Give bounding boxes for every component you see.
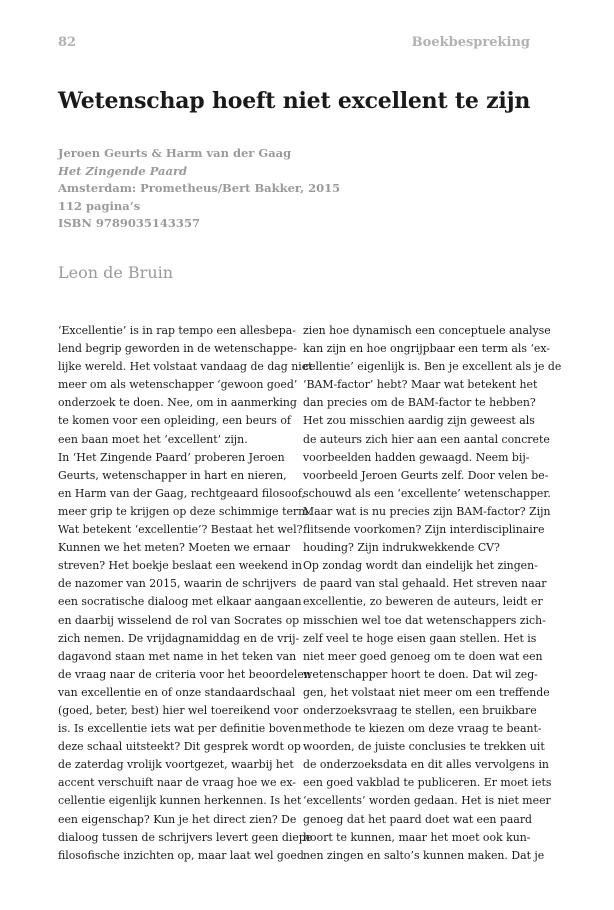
body-text-line: schouwd als een ‘excellente’ wetenschapper. xyxy=(303,486,551,500)
body-text-line: misschien wel toe dat wetenschappers zich- xyxy=(303,613,546,627)
body-text-line: woorden, de juiste conclusies te trekken uit xyxy=(303,740,545,754)
body-text-line: Wat betekent ‘excellentie’? Bestaat het wel? xyxy=(58,523,303,537)
body-text-line: is. Is excellentie iets wat per definitie boven xyxy=(58,722,302,736)
body-text-line: accent verschuift naar de vraag hoe we ex- xyxy=(58,776,296,790)
body-text-line: Geurts, wetenschapper in hart en nieren, xyxy=(58,468,287,482)
body-text-line: voorbeelden hadden gewaagd. Neem bij- xyxy=(303,450,530,464)
book-authors: Jeroen Geurts & Harm van der Gaag xyxy=(58,146,292,160)
body-text-line: zich nemen. De vrijdagnamiddag en de vrij- xyxy=(58,631,300,645)
book-publisher: Amsterdam: Prometheus/Bert Bakker, 2015 xyxy=(58,181,341,196)
body-text-line: streven? Het boekje beslaat een weekend in xyxy=(58,559,303,573)
book-title: Het Zingende Paard xyxy=(58,163,188,178)
body-text-line: onderzoeksvraag te stellen, een bruikbare xyxy=(303,703,537,717)
body-text-line: te komen voor een opleiding, een beurs of xyxy=(58,414,291,428)
book-pages: 112 pagina’s xyxy=(58,198,141,213)
section-label: Boekbespreking xyxy=(411,35,530,50)
body-text-line: lend begrip geworden in de wetenschappe- xyxy=(58,342,297,356)
body-text-line: (goed, beter, best) hier wel toereikend voor xyxy=(58,703,299,717)
body-text-line: In ‘Het Zingende Paard’ proberen Jeroen xyxy=(58,450,285,464)
body-text-line: onderzoek te doen. Nee, om in aanmerking xyxy=(58,396,297,410)
body-text-line: meer om als wetenschapper ‘gewoon goed’ xyxy=(58,378,298,392)
page-number: 82 xyxy=(58,35,77,50)
body-text-line: de zaterdag vrolijk voortgezet, waarbij het xyxy=(58,758,294,772)
body-text-line: Maar wat is nu precies zijn BAM-factor? Zijn xyxy=(303,504,551,518)
body-text-line: zelf veel te hoge eisen gaan stellen. Het is xyxy=(303,631,537,645)
body-text-line: niet meer goed genoeg om te doen wat een xyxy=(303,649,543,663)
body-text-line: ‘Excellentie’ is in rap tempo een allesbepa- xyxy=(58,324,296,337)
book-isbn: ISBN 9789035143357 xyxy=(58,216,200,231)
body-text-line: en daarbij wisselend de rol van Socrates op xyxy=(58,613,300,627)
body-text-line: van excellentie en of onze standaardschaal xyxy=(58,685,296,699)
body-text-line: ‘excellents’ worden gedaan. Het is niet meer xyxy=(303,794,551,808)
body-text-line: nen zingen en salto’s kunnen maken. Dat je xyxy=(303,848,545,862)
body-text-line: genoeg dat het paard doet wat een paard xyxy=(303,812,533,826)
body-text-line: de auteurs zich hier aan een aantal concrete xyxy=(303,432,550,446)
article-title: Wetenschap hoeft niet excellent te zijn xyxy=(58,88,531,114)
body-text-line: een eigenschap? Kun je het direct zien? De xyxy=(58,812,297,826)
body-text-line: wetenschapper hoort te doen. Dat wil zeg- xyxy=(303,667,538,681)
body-text-line: lijke wereld. Het volstaat vandaag de dag niet xyxy=(58,360,313,374)
body-text-line: excellentie, zo beweren de auteurs, leidt er xyxy=(303,595,543,609)
body-text-line: dan precies om de BAM-factor te hebben? xyxy=(303,396,536,410)
body-text-line: de onderzoeksdata en dit alles vervolgens in xyxy=(303,758,549,772)
body-text-line: en Harm van der Gaag, rechtgeaard filosoof, xyxy=(58,486,305,500)
body-text-line: Het zou misschien aardig zijn geweest als xyxy=(303,414,535,428)
body-text-line: de nazomer van 2015, waarin de schrijvers xyxy=(58,577,297,591)
body-text-line: cellentie eigenlijk kunnen herkennen. Is het xyxy=(58,794,302,808)
body-text-line: cellentie’ eigenlijk is. Ben je excellent als je de xyxy=(303,360,562,374)
body-text-line: kan zijn en hoe ongrijpbaar een term als ‘ex- xyxy=(303,342,550,356)
body-text-line: hoort te kunnen, maar het moet ook kun- xyxy=(303,830,531,844)
body-text-line: filosofische inzichten op, maar laat wel goed xyxy=(58,848,304,862)
body-text-line: voorbeeld Jeroen Geurts zelf. Door velen be- xyxy=(303,468,549,482)
body-column-left xyxy=(58,322,313,865)
body-text-line: de paard van stal gehaald. Het streven naar xyxy=(303,577,547,591)
body-text-line: methode te kiezen om deze vraag te beant- xyxy=(303,722,542,736)
body-text-line: houding? Zijn indrukwekkende CV? xyxy=(303,541,500,555)
body-text-line: een socratische dialoog met elkaar aangaan xyxy=(58,595,302,609)
body-text-line: zien hoe dynamisch een conceptuele analyse xyxy=(303,324,551,337)
body-text-line: Op zondag wordt dan eindelijk het zingen- xyxy=(303,559,538,573)
body-text-line: flitsende voorkomen? Zijn interdisciplinaire xyxy=(303,523,545,537)
body-text-line: een goed vakblad te publiceren. Er moet iets xyxy=(303,776,552,790)
reviewer-name: Leon de Bruin xyxy=(58,263,174,282)
book-details xyxy=(58,145,478,233)
body-text-line: dagavond staan met name in het teken van xyxy=(58,649,297,663)
body-text-line: ‘BAM-factor’ hebt? Maar wat betekent het xyxy=(303,378,538,392)
body-text-line: een baan moet het ‘excellent’ zijn. xyxy=(58,432,248,446)
body-text-line: Kunnen we het meten? Moeten we ernaar xyxy=(58,541,290,555)
body-text-line: meer grip te krijgen op deze schimmige term. xyxy=(58,504,312,518)
body-text-line: deze schaal uitsteekt? Dit gesprek wordt op xyxy=(58,740,301,754)
body-column-right xyxy=(303,322,562,865)
body-text-line: de vraag naar de criteria voor het beoordelen xyxy=(58,667,311,681)
body-text-line: dialoog tussen de schrijvers levert geen diepe xyxy=(58,830,313,844)
body-text-line: gen, het volstaat niet meer om een treffende xyxy=(303,685,550,699)
